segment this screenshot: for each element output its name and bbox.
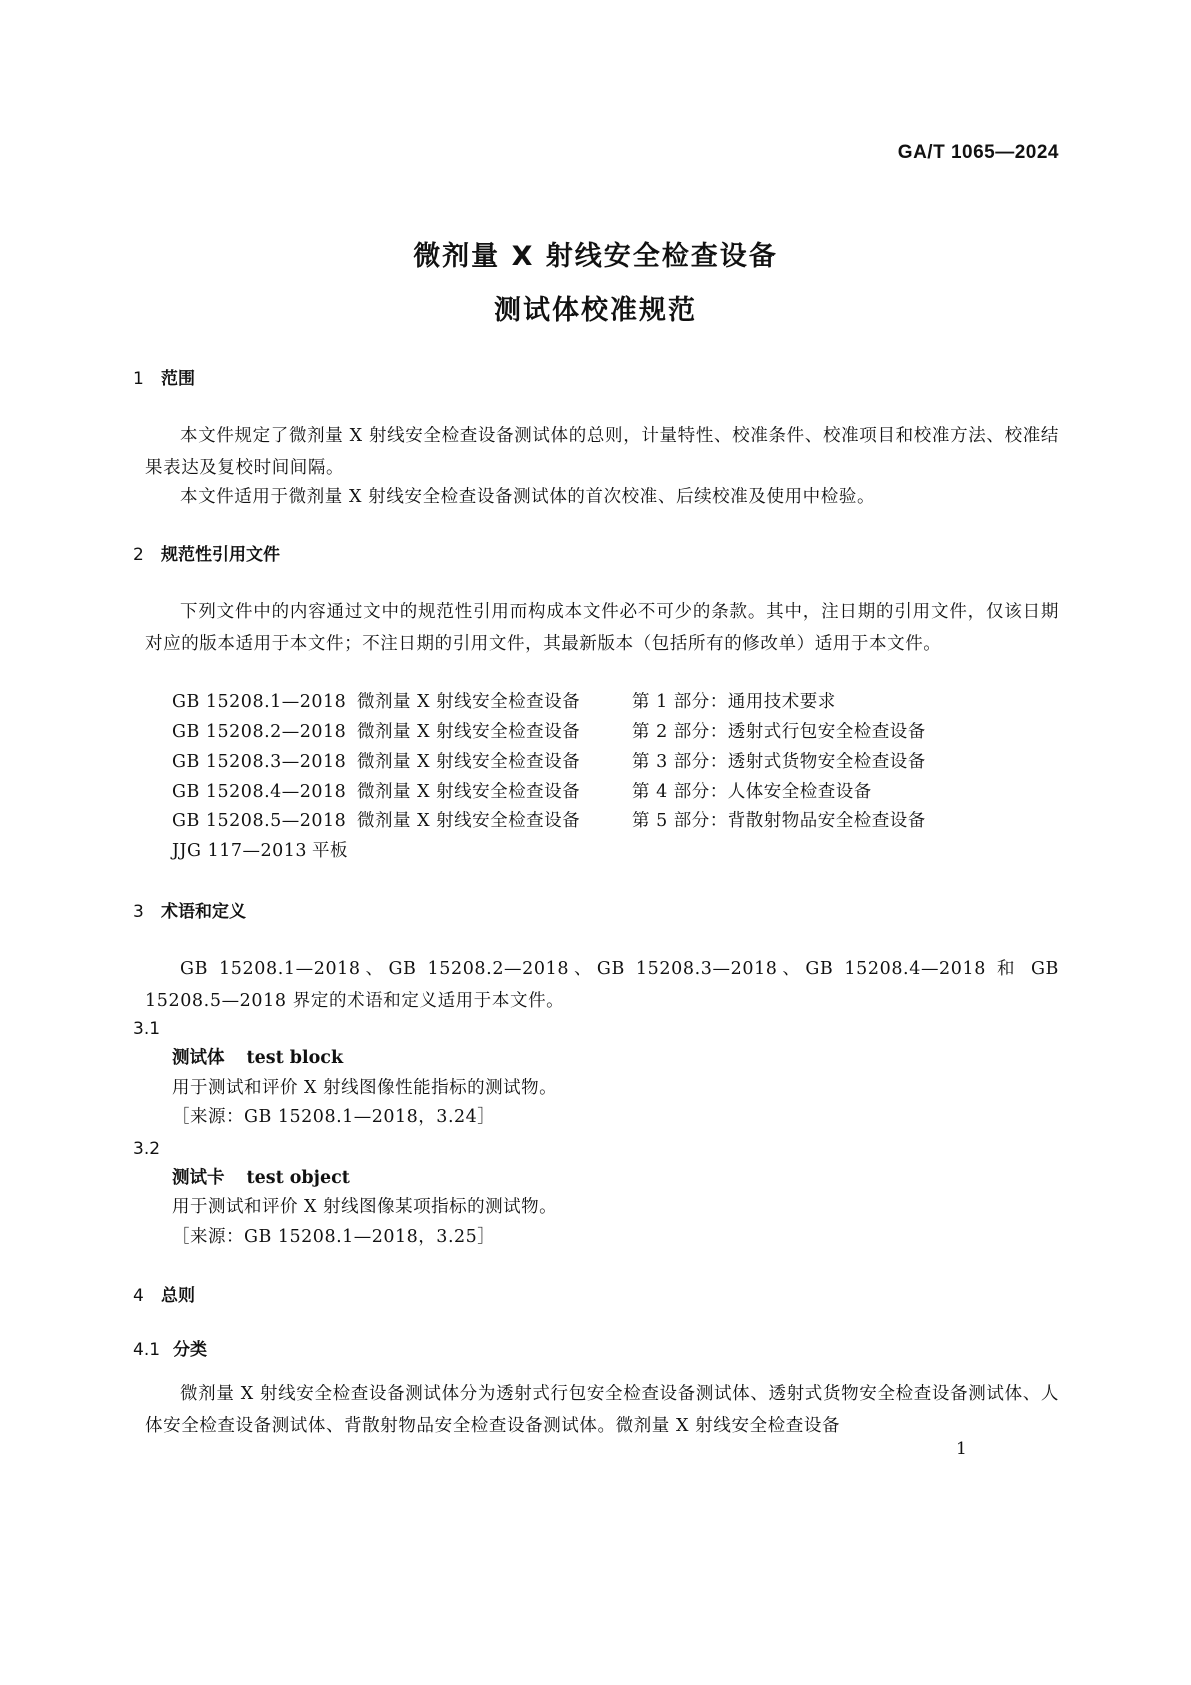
section-title: 总则	[161, 1286, 195, 1306]
reference-code: GB 15208.3—2018	[172, 752, 347, 772]
section-number: 2	[133, 545, 144, 565]
document-code: GA/T 1065—2024	[897, 142, 1059, 163]
reference-item	[172, 813, 926, 831]
section-title: 范围	[161, 369, 195, 389]
term-english: test block	[246, 1048, 344, 1068]
section-number: 1	[133, 369, 144, 389]
subsection-title: 分类	[173, 1340, 207, 1360]
section-1-heading	[133, 371, 195, 388]
section-1-paragraph-2: 本文件适用于微剂量 X 射线安全检查设备测试体的首次校准、后续校准及使用中检验。	[180, 487, 876, 507]
reference-part: 第 1 部分：通用技术要求	[632, 692, 836, 712]
section-4-1-heading	[133, 1342, 207, 1359]
document-title-line2: 测试体校准规范	[494, 295, 697, 326]
reference-code: GB 15208.5—2018	[172, 811, 347, 831]
reference-item	[172, 843, 348, 861]
section-1-paragraph-1: 本文件规定了微剂量 X 射线安全检查设备测试体的总则，计量特性、校准条件、校准项目和校准方法、校准结果表达及复校时间间隔。	[145, 426, 1059, 478]
reference-name: 微剂量 X 射线安全检查设备	[357, 752, 581, 772]
reference-name: 微剂量 X 射线安全检查设备	[357, 782, 581, 802]
reference-code: GB 15208.4—2018	[172, 782, 347, 802]
reference-item	[172, 724, 926, 742]
reference-name: 平板	[312, 841, 348, 861]
term-chinese: 测试卡	[172, 1168, 225, 1188]
reference-code: JJG 117—2013	[172, 841, 308, 861]
section-title: 术语和定义	[161, 902, 246, 922]
section-4-1-paragraph-1: 微剂量 X 射线安全检查设备测试体分为透射式行包安全检查设备测试体、透射式货物安全检查设备测试体、人体安全检查设备测试体、背散射物品安全检查设备测试体。微剂量 X 射线安全检查设备	[145, 1384, 1059, 1436]
document-title-line1: 微剂量 X 射线安全检查设备	[413, 241, 778, 272]
reference-item	[172, 694, 836, 712]
reference-item	[172, 754, 926, 772]
term-heading	[172, 1050, 343, 1068]
term-definition: 用于测试和评价 X 射线图像某项指标的测试物。	[172, 1197, 558, 1217]
section-3-heading	[133, 904, 246, 921]
reference-name: 微剂量 X 射线安全检查设备	[357, 722, 581, 742]
reference-code: GB 15208.2—2018	[172, 722, 347, 742]
reference-part: 第 2 部分：透射式行包安全检查设备	[632, 722, 926, 742]
term-heading	[172, 1170, 350, 1188]
term-number: 3.1	[133, 1019, 161, 1039]
reference-part: 第 4 部分：人体安全检查设备	[632, 782, 872, 802]
section-title: 规范性引用文件	[161, 545, 280, 565]
section-number: 4	[133, 1286, 144, 1306]
reference-part: 第 5 部分：背散射物品安全检查设备	[632, 811, 926, 831]
term-source: ［来源：GB 15208.1—2018，3.24］	[172, 1107, 496, 1127]
section-3-paragraph-1: GB 15208.1—2018、GB 15208.2—2018、GB 15208.3—2018、GB 15208.4—2018 和 GB 15208.5—2018 界定的术语和定义适用于本文件。	[145, 959, 1059, 1011]
section-2-paragraph-1: 下列文件中的内容通过文中的规范性引用而构成本文件必不可少的条款。其中，注日期的引用文件，仅该日期对应的版本适用于本文件；不注日期的引用文件，其最新版本（包括所有的修改单）适用于本文件。	[145, 602, 1059, 654]
reference-item	[172, 784, 872, 802]
reference-code: GB 15208.1—2018	[172, 692, 347, 712]
section-4-heading	[133, 1288, 195, 1305]
term-english: test object	[246, 1168, 350, 1188]
section-number: 3	[133, 902, 144, 922]
page-number: 1	[956, 1439, 967, 1459]
term-source: ［来源：GB 15208.1—2018，3.25］	[172, 1227, 496, 1247]
term-chinese: 测试体	[172, 1048, 225, 1068]
reference-part: 第 3 部分：透射式货物安全检查设备	[632, 752, 926, 772]
reference-name: 微剂量 X 射线安全检查设备	[357, 692, 581, 712]
term-number: 3.2	[133, 1139, 161, 1159]
subsection-number: 4.1	[133, 1340, 161, 1360]
section-2-heading	[133, 547, 280, 564]
term-definition: 用于测试和评价 X 射线图像性能指标的测试物。	[172, 1078, 558, 1098]
reference-name: 微剂量 X 射线安全检查设备	[357, 811, 581, 831]
